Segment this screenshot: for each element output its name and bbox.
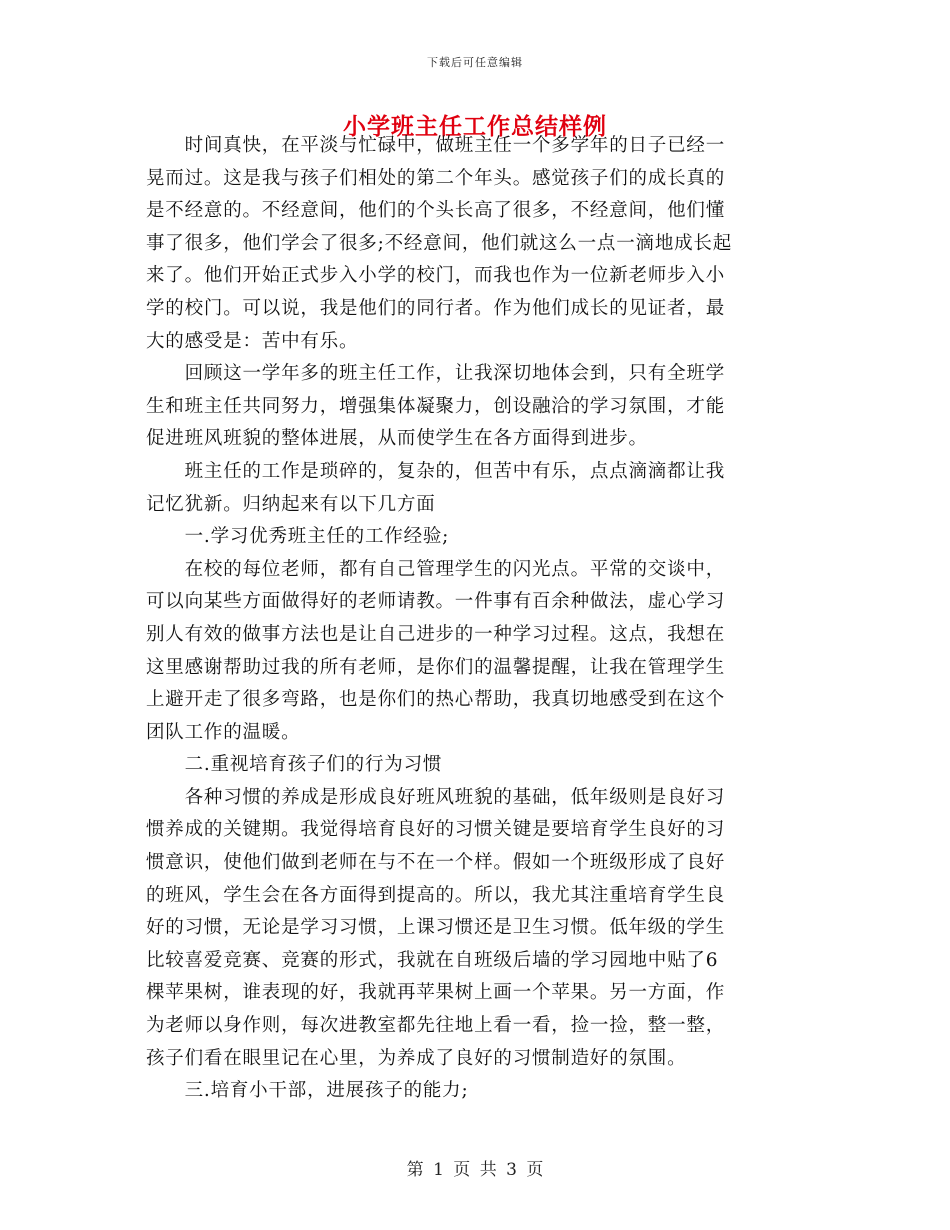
body-line: 大的感受是：苦中有乐。: [146, 330, 359, 352]
body-line: 班主任的工作是琐碎的，复杂的，但苦中有乐，点点滴滴都让我: [146, 460, 726, 482]
body-line: 事了很多，他们学会了很多;不经意间，他们就这么一点一滴地成长起: [146, 232, 733, 254]
body-line: 可以向某些方面做得好的老师请教。一件事有百余种做法，虚心学习: [146, 591, 726, 613]
body-line: 回顾这一学年多的班主任工作，让我深切地体会到，只有全班学: [146, 363, 726, 385]
document-title: 小学班主任工作总结样例: [343, 113, 607, 140]
body-line: 棵苹果树，谁表现的好，我就再苹果树上画一个苹果。另一方面，作: [146, 982, 726, 1004]
document-body: [146, 130, 801, 1108]
page-number-footer: 第 1 页 共 3 页: [406, 1160, 544, 1180]
body-line: 生和班主任共同努力，增强集体凝聚力，创设融洽的学习氛围，才能: [146, 395, 726, 417]
body-line: 记忆犹新。归纳起来有以下几方面: [146, 493, 436, 515]
body-line: 孩子们看在眼里记在心里，为养成了良好的习惯制造好的氛围。: [146, 1047, 687, 1069]
section-heading: 二.重视培育孩子们的行为习惯: [146, 754, 443, 776]
body-line: 惯养成的关键期。我觉得培育良好的习惯关键是要培育学生良好的习: [146, 819, 726, 841]
body-line: 惯意识，使他们做到老师在与不在一个样。假如一个班级形成了良好: [146, 852, 726, 874]
body-line: 比较喜爱竞赛、竞赛的形式，我就在自班级后墙的学习园地中贴了6: [146, 949, 719, 971]
body-line: 来了。他们开始正式步入小学的校门，而我也作为一位新老师步入小: [146, 265, 726, 287]
body-line: 时间真快，在平淡与忙碌中，做班主任一个多学年的日子已经一: [146, 135, 726, 156]
body-line: 这里感谢帮助过我的所有老师，是你们的温馨提醒，让我在管理学生: [146, 656, 726, 678]
section-heading: 三.培育小干部，进展孩子的能力;: [146, 1080, 469, 1102]
body-line: 在校的每位老师，都有自己管理学生的闪光点。平常的交谈中，: [146, 558, 726, 580]
body-line: 好的习惯，无论是学习习惯，上课习惯还是卫生习惯。低年级的学生: [146, 917, 726, 939]
body-line: 别人有效的做事方法也是让自己进步的一种学习过程。这点，我想在: [146, 623, 726, 645]
section-heading: 一.学习优秀班主任的工作经验;: [146, 526, 450, 548]
body-line: 团队工作的温暖。: [146, 721, 301, 743]
body-line: 各种习惯的养成是形成良好班风班貌的基础，低年级则是良好习: [146, 786, 726, 808]
body-line: 的班风，学生会在各方面得到提高的。所以，我尤其注重培育学生良: [146, 884, 726, 906]
body-line: 是不经意的。不经意间，他们的个头长高了很多，不经意间，他们懂: [146, 200, 726, 222]
body-line: 为老师以身作则，每次进教室都先往地上看一看，捡一捡，整一整，: [146, 1015, 726, 1037]
body-line: 学的校门。可以说，我是他们的同行者。作为他们成长的见证者，最: [146, 297, 726, 319]
body-line: 上避开走了很多弯路，也是你们的热心帮助，我真切地感受到在这个: [146, 689, 726, 711]
body-line: 促进班风班貌的整体进展，从而使学生在各方面得到进步。: [146, 428, 648, 450]
page-header-note: 下载后可任意编辑: [427, 56, 523, 69]
body-line: 晃而过。这是我与孩子们相处的第二个年头。感觉孩子们的成长真的: [146, 167, 726, 189]
